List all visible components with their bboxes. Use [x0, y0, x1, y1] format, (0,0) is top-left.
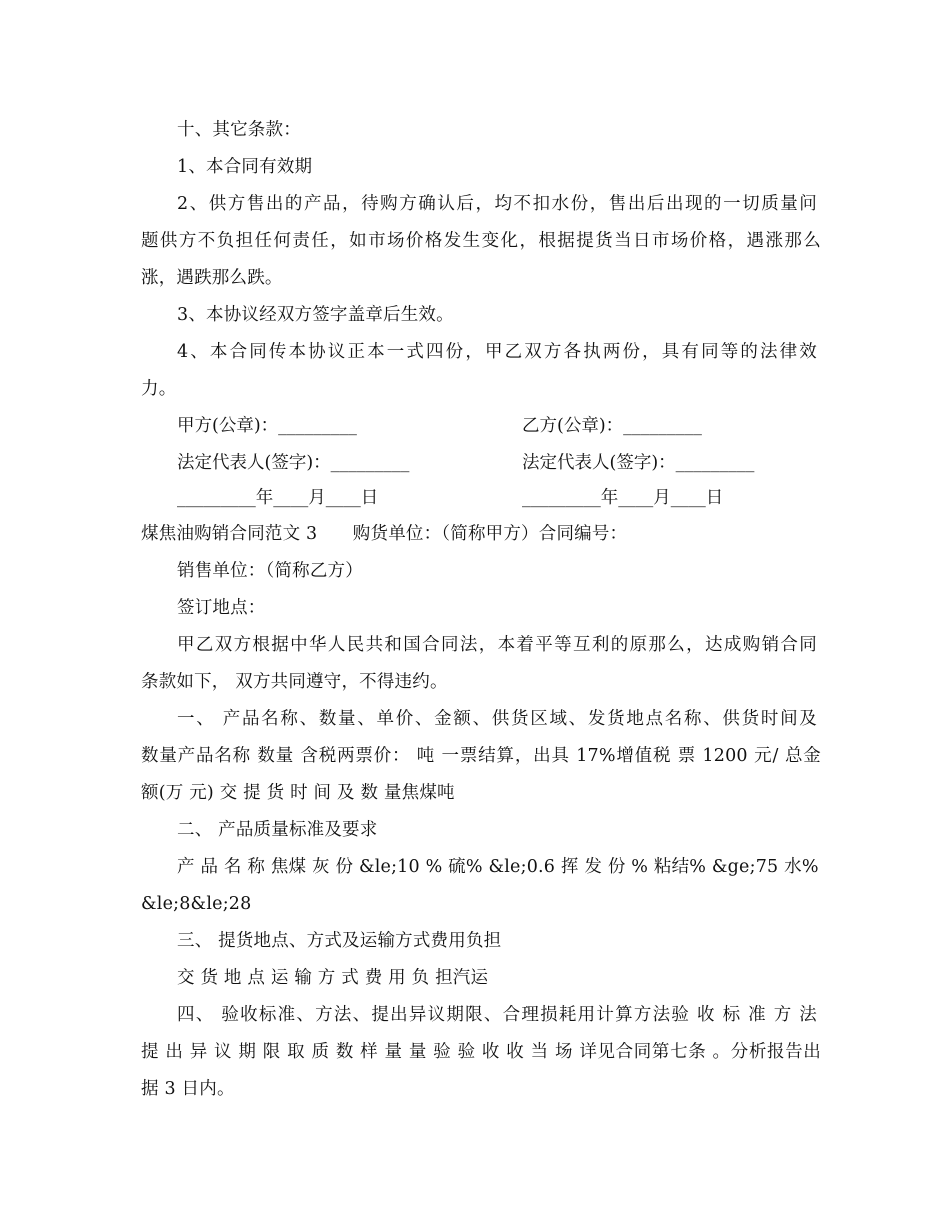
section-2-detail-2: &le;8&le;28: [141, 894, 252, 914]
contract-3-title: 煤焦油购销合同范文 3 购货单位：（简称甲方）合同编号：: [141, 524, 628, 544]
section-1-line-1: 一、 产品名称、数量、单价、金额、供货区域、发货地点名称、供货时间及: [177, 709, 817, 729]
clause-2-line-2: 题供方不负担任何责任，如市场价格发生变化，根据提货当日市场价格，遇涨那么: [141, 231, 821, 251]
party-a-representative: 法定代表人(签字)：_________: [177, 453, 410, 473]
party-b-seal: 乙方(公章)：_________: [522, 416, 702, 436]
signing-place: 签订地点：: [177, 598, 266, 618]
section-4-line-2: 提 出 异 议 期 限 取 质 数 样 量 量 验 验 收 收 当 场 详见合同第七条 。分析报告出: [141, 1042, 821, 1062]
intro-line-2: 条款如下， 双方共同遵守，不得违约。: [141, 672, 448, 692]
clause-4-line-2: 力。: [141, 379, 177, 399]
section-3-heading: 三、 提货地点、方式及运输方式费用负担: [177, 931, 502, 951]
section-4-line-1: 四、 验收标准、方法、提出异议期限、合理损耗用计算方法验 收 标 准 方 法: [177, 1005, 817, 1025]
section-4-line-3: 据 3 日内。: [141, 1079, 235, 1099]
party-a-seal: 甲方(公章)：_________: [177, 416, 357, 436]
section-1-line-2: 数量产品名称 数量 含税两票价： 吨 一票结算，出具 17%增值税 票 1200 元/ 总金: [141, 746, 821, 766]
clause-heading: 十、其它条款：: [177, 120, 301, 140]
party-a-date: _________年____月____日: [177, 488, 379, 508]
clause-4-line-1: 4、本合同传本协议正本一式四份，甲乙双方各执两份，具有同等的法律效: [177, 342, 817, 362]
section-1-line-3: 额(万 元) 交 提 货 时 间 及 数 量焦煤吨: [141, 783, 455, 803]
seller-unit: 销售单位：（简称乙方）: [177, 561, 363, 581]
party-b-date: _________年____月____日: [522, 488, 724, 508]
clause-1: 1、本合同有效期: [177, 157, 313, 177]
clause-3: 3、本协议经双方签字盖章后生效。: [177, 305, 454, 325]
clause-2-line-1: 2、供方售出的产品，待购方确认后，均不扣水份，售出后出现的一切质量问: [177, 194, 817, 214]
section-2-detail-1: 产 品 名 称 焦煤 灰 份 &le;10 % 硫% &le;0.6 挥 发 份 % 粘结% &ge;75 水%: [177, 857, 819, 877]
clause-2-line-3: 涨，遇跌那么跌。: [141, 268, 283, 288]
party-b-representative: 法定代表人(签字)：_________: [522, 453, 755, 473]
section-2-heading: 二、 产品质量标准及要求: [177, 820, 378, 840]
intro-line-1: 甲乙双方根据中华人民共和国合同法，本着平等互利的原那么，达成购销合同: [177, 635, 817, 655]
section-3-detail: 交 货 地 点 运 输 方 式 费 用 负 担汽运: [177, 968, 489, 988]
